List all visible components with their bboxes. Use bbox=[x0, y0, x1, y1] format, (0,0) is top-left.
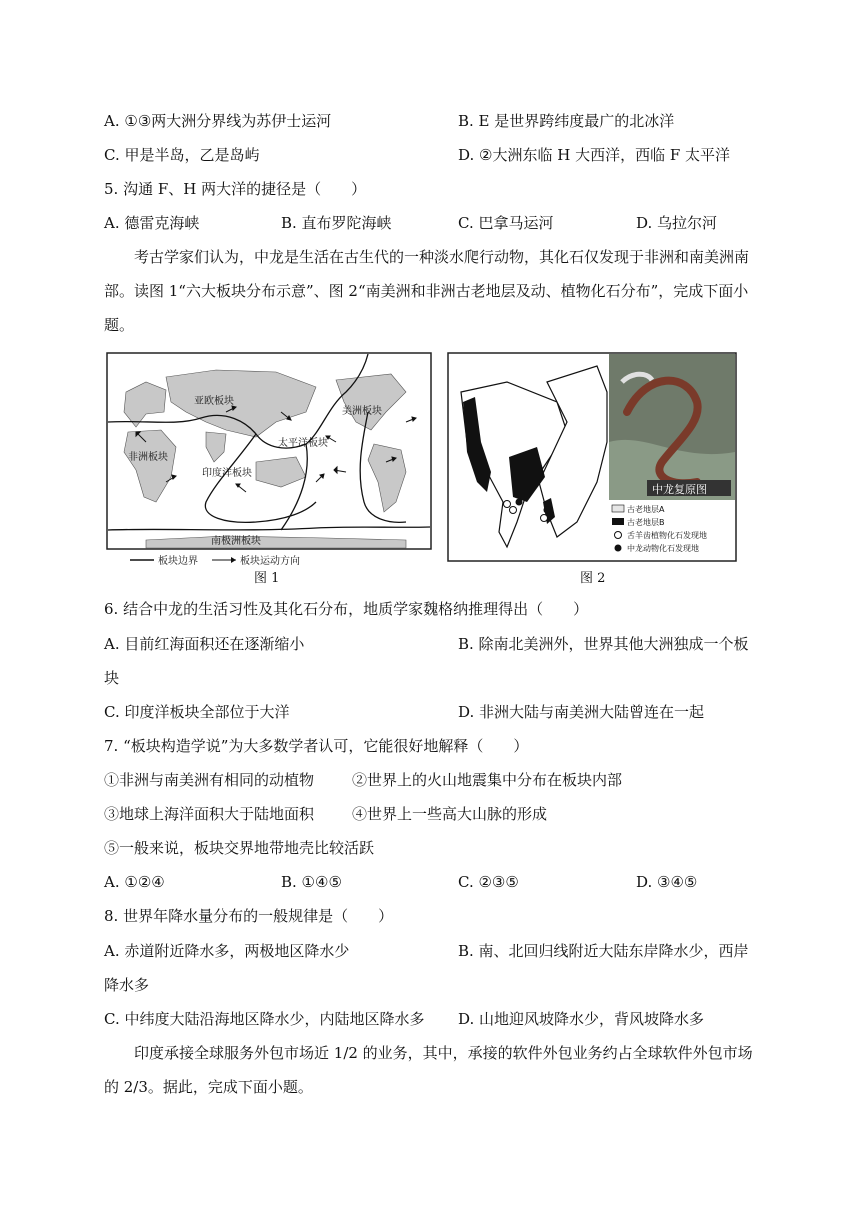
q4-option-c: C. 甲是半岛，乙是岛屿 bbox=[104, 146, 260, 164]
legend-boundary-label: 板块边界 bbox=[158, 556, 198, 567]
q6-option-d: D. 非洲大陆与南美洲大陆曾连在一起 bbox=[458, 703, 705, 721]
plate-label-indian: 印度洋板块 bbox=[202, 468, 252, 479]
q6-option-c: C. 印度洋板块全部位于大洋 bbox=[104, 703, 290, 721]
legend-plant-fossil: 舌羊齿植物化石发现地 bbox=[627, 531, 707, 540]
q6-stem: 6. 结合中龙的生活习性及其化石分布，地质学家魏格纳推理得出（ ） bbox=[104, 600, 589, 618]
q7-option-d: D. ③④⑤ bbox=[636, 873, 698, 891]
q6-option-b: B. 除南北美洲外，世界其他大洲独成一个板 bbox=[458, 635, 749, 653]
q7-stem: 7. “板块构造学说”为大多数学者认可，它能很好地解释（ ） bbox=[104, 737, 529, 755]
q6-option-b-continued: 块 bbox=[104, 669, 120, 687]
q7-option-b: B. ①④⑤ bbox=[281, 873, 342, 891]
q7-option-a: A. ①②④ bbox=[104, 873, 165, 891]
q5-option-a: A. 德雷克海峡 bbox=[104, 214, 200, 232]
q7-statement-3: ③地球上海洋面积大于陆地面积 bbox=[104, 805, 315, 823]
figure-2-caption: 图 2 bbox=[580, 571, 606, 586]
q8-option-b-continued: 降水多 bbox=[104, 976, 150, 994]
q5-option-c: C. 巴拿马运河 bbox=[458, 214, 554, 232]
figure-1-plate-map bbox=[106, 352, 432, 570]
plate-label-eurasian: 亚欧板块 bbox=[194, 396, 234, 407]
q7-statement-1: ①非洲与南美洲有相同的动植物 bbox=[104, 771, 315, 789]
legend-mesosaurus-fossil: 中龙动物化石发现地 bbox=[627, 544, 699, 553]
q6-option-a: A. 目前红海面积还在逐渐缩小 bbox=[104, 635, 305, 653]
intro-paragraph-1: 考古学家们认为，中龙是生活在古生代的一种淡水爬行动物，其化石仅发现于非洲和南美洲南部。读图 1“六大板块分布示意”、图 2“南美洲和非洲古老地层及动、植物化石分布”，完成下面小题。 bbox=[104, 248, 750, 334]
figure-2-fossil-map bbox=[447, 352, 737, 564]
q5-stem: 5. 沟通 F、H 两大洋的捷径是（ ） bbox=[104, 180, 367, 198]
plate-label-pacific: 太平洋板块 bbox=[278, 438, 328, 449]
q5-option-d: D. 乌拉尔河 bbox=[636, 214, 718, 232]
legend-strata-a: 古老地层A bbox=[627, 505, 665, 514]
plate-label-african: 非洲板块 bbox=[128, 452, 168, 463]
q4-option-b: B. E 是世界跨纬度最广的北冰洋 bbox=[458, 112, 675, 130]
plate-label-antarctic: 南极洲板块 bbox=[211, 536, 261, 547]
legend-motion-label: 板块运动方向 bbox=[240, 556, 300, 567]
q8-stem: 8. 世界年降水量分布的一般规律是（ ） bbox=[104, 907, 394, 925]
q5-option-b: B. 直布罗陀海峡 bbox=[281, 214, 392, 232]
q7-statement-4: ④世界上一些高大山脉的形成 bbox=[352, 805, 548, 823]
q4-option-d: D. ②大洲东临 H 大西洋，西临 F 太平洋 bbox=[458, 146, 731, 164]
q7-option-c: C. ②③⑤ bbox=[458, 873, 519, 891]
q7-statement-2: ②世界上的火山地震集中分布在板块内部 bbox=[352, 771, 623, 789]
q8-option-a: A. 赤道附近降水多，两极地区降水少 bbox=[104, 942, 350, 960]
q4-option-a: A. ①③两大洲分界线为苏伊士运河 bbox=[104, 112, 332, 130]
q7-statement-5: ⑤一般来说，板块交界地带地壳比较活跃 bbox=[104, 839, 375, 857]
q8-option-c: C. 中纬度大陆沿海地区降水少，内陆地区降水多 bbox=[104, 1010, 425, 1028]
intro-paragraph-2: 印度承接全球服务外包市场近 1/2 的业务，其中，承接的软件外包业务约占全球软件外包市场的 2/3。据此，完成下面小题。 bbox=[104, 1044, 753, 1096]
plate-label-american: 美洲板块 bbox=[342, 406, 382, 417]
figure-1-caption: 图 1 bbox=[254, 571, 280, 586]
reconstruction-photo-title: 中龙复原图 bbox=[652, 483, 707, 496]
q8-option-b: B. 南、北回归线附近大陆东岸降水少，西岸 bbox=[458, 942, 749, 960]
q8-option-d: D. 山地迎风坡降水少，背风坡降水多 bbox=[458, 1010, 705, 1028]
legend-strata-b: 古老地层B bbox=[627, 518, 665, 527]
